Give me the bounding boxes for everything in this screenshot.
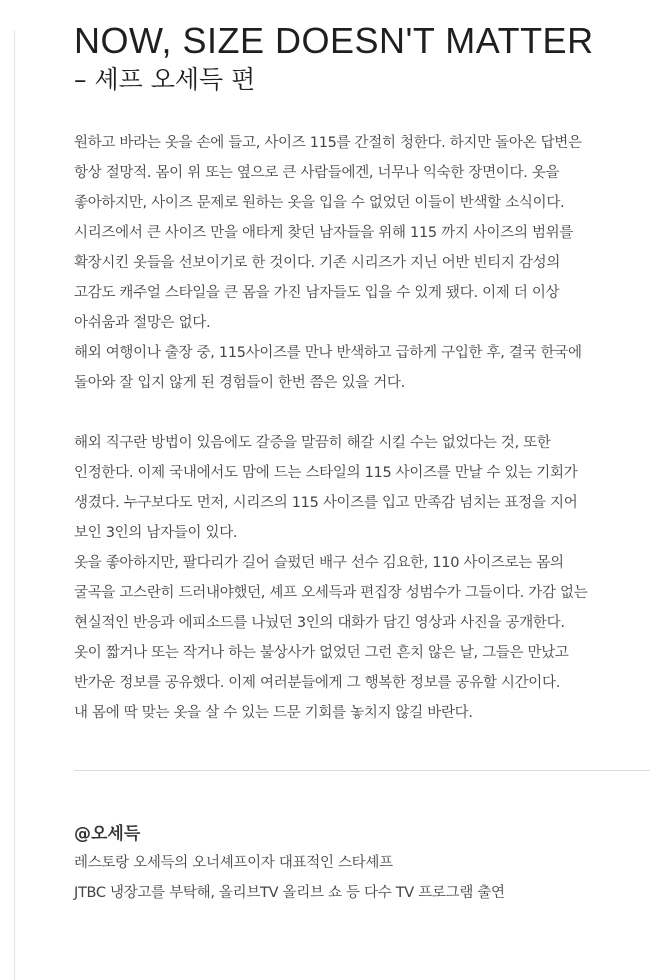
body-line: 인정한다. 이제 국내에서도 맘에 드는 스타일의 115 사이즈를 만날 수 있는 기회가 xyxy=(74,465,578,481)
article xyxy=(74,20,630,728)
body-line: 좋아하지만, 사이즈 문제로 원하는 옷을 입을 수 없었던 이들이 반색할 소식이다. xyxy=(74,195,565,211)
article-title: NOW, SIZE DOESN'T MATTER xyxy=(74,20,594,61)
profile-line: JTBC 냉장고를 부탁해, 올리브TV 올리브 쇼 등 다수 TV 프로그램 출연 xyxy=(74,885,505,901)
left-border-line xyxy=(14,30,15,980)
article-subtitle: – 셰프 오세득 편 xyxy=(74,65,256,94)
body-line: 확장시킨 옷들을 선보이기로 한 것이다. 기존 시리즈가 지닌 어반 빈티지 감성의 xyxy=(74,255,561,271)
body-line: 아쉬움과 절망은 없다. xyxy=(74,315,211,331)
profile-name: @오세득 xyxy=(74,824,141,844)
body-line: 원하고 바라는 옷을 손에 들고, 사이즈 115를 간절히 청한다. 하지만 돌아온 답변은 xyxy=(74,135,582,151)
body-line: 굴곡을 고스란히 드러내야했던, 셰프 오세득과 편집장 성범수가 그들이다. 가감 없는 xyxy=(74,585,588,601)
body-line: 보인 3인의 남자들이 있다. xyxy=(74,525,238,541)
article-body xyxy=(74,128,630,728)
body-line: 반가운 정보를 공유했다. 이제 여러분들에게 그 행복한 정보를 공유할 시간이다. xyxy=(74,675,561,691)
body-line: 생겼다. 누구보다도 먼저, 시리즈의 115 사이즈를 입고 만족감 넘치는 표정을 지어 xyxy=(74,495,578,511)
profile-line: 레스토랑 오세득의 오너셰프이자 대표적인 스타셰프 xyxy=(74,855,393,871)
body-line: 옷이 짧거나 또는 작거나 하는 불상사가 없었던 그런 흔치 않은 날, 그들은 만났고 xyxy=(74,645,569,661)
body-line: 현실적인 반응과 에피소드를 나눴던 3인의 대화가 담긴 영상과 사진을 공개한다. xyxy=(74,615,565,631)
body-line: 내 몸에 딱 맞는 옷을 살 수 있는 드문 기회를 놓치지 않길 바란다. xyxy=(74,705,473,721)
body-line: 돌아와 잘 입지 않게 된 경험들이 한번 쯤은 있을 거다. xyxy=(74,375,405,391)
body-line: 고감도 캐주얼 스타일을 큰 몸을 가진 남자들도 입을 수 있게 됐다. 이제 더 이상 xyxy=(74,285,560,301)
body-line: 옷을 좋아하지만, 팔다리가 길어 슬펐던 배구 선수 김요한, 110 사이즈로는 몸의 xyxy=(74,555,564,571)
profile-section xyxy=(74,820,630,908)
body-line: 항상 절망적. 몸이 위 또는 옆으로 큰 사람들에겐, 너무나 익숙한 장면이다. 옷을 xyxy=(74,165,560,181)
section-divider xyxy=(74,770,650,771)
body-line: 해외 직구란 방법이 있음에도 갈증을 말끔히 해갈 시킬 수는 없었다는 것, 또한 xyxy=(74,435,551,451)
body-line: 시리즈에서 큰 사이즈 만을 애타게 찾던 남자들을 위해 115 까지 사이즈의 범위를 xyxy=(74,225,574,241)
body-line: 해외 여행이나 출장 중, 115사이즈를 만나 반색하고 급하게 구입한 후, 결국 한국에 xyxy=(74,345,582,361)
paragraph-gap xyxy=(74,398,630,428)
